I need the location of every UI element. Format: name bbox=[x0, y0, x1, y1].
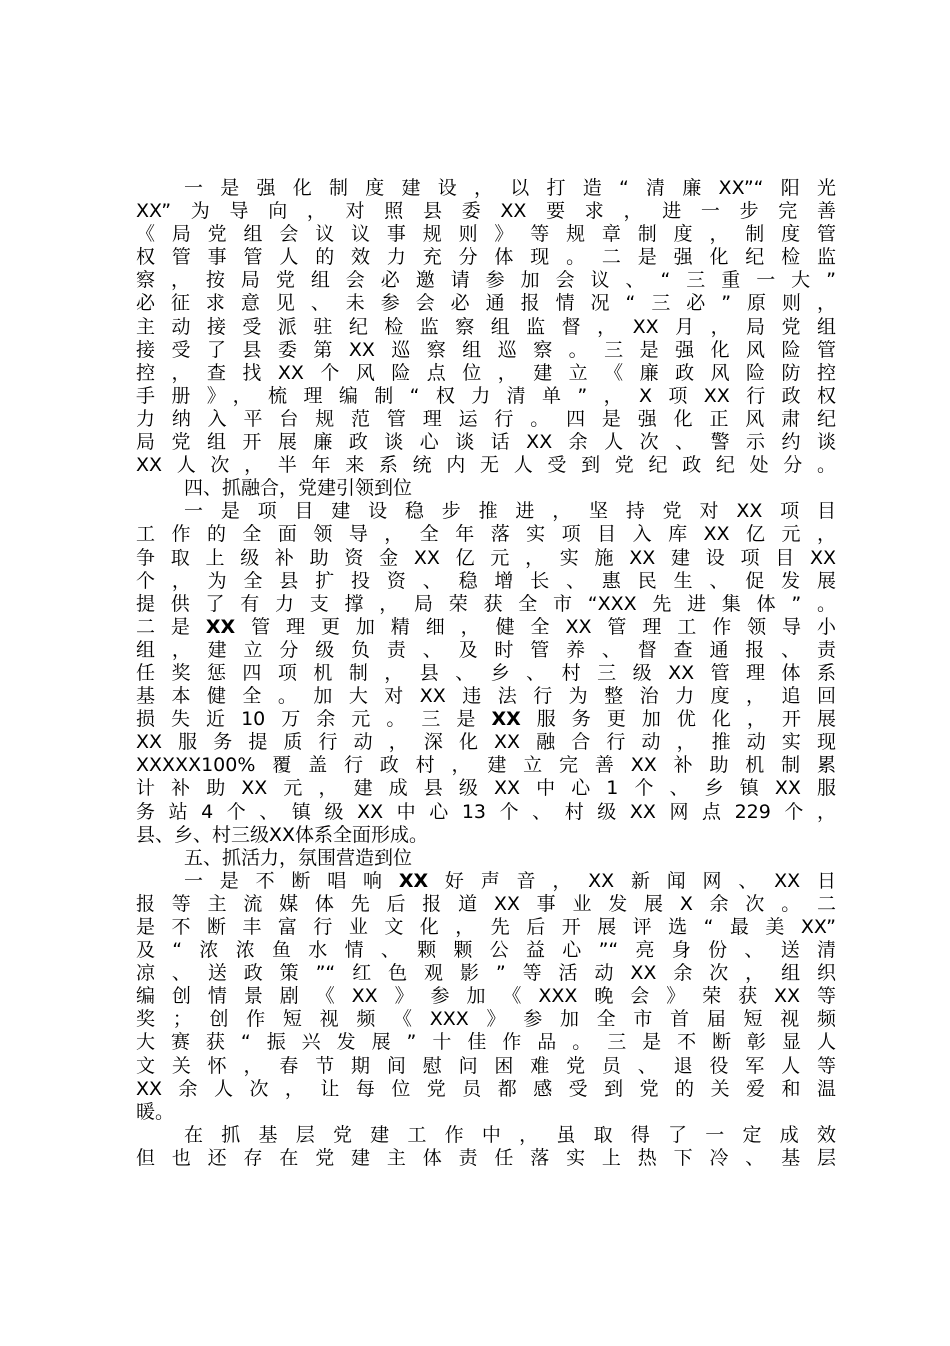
text-line: 提供了有力支撑，局荣获全市“XXX先进集体”。 bbox=[136, 592, 836, 615]
text-line: 局党组开展廉政谈心谈话XX余人次、警示约谈 bbox=[136, 431, 836, 454]
text-line: 争取上级补助资金XX亿元，实施XX建设项目XX bbox=[136, 546, 836, 569]
text-segment: 好声音，XX新闻网、XX日 bbox=[428, 869, 836, 892]
text-line: 权管事管人的效力充分体现。二是强化纪检监 bbox=[136, 246, 836, 269]
text-segment: 一是不断唱响 bbox=[184, 869, 399, 892]
text-line: 奖；创作短视频《XXX》参加全市首届短视频 bbox=[136, 1008, 836, 1031]
text-line: 及“浓浓鱼水情、颗颗公益心”“亮身份、送清 bbox=[136, 939, 836, 962]
document-body bbox=[136, 177, 836, 1170]
section-heading-5: 五、抓活力，氛围营造到位 bbox=[184, 846, 413, 869]
bold-text: XX bbox=[491, 708, 521, 731]
text-line: 凉、送政策”“红色观影”等活动XX余次，组织 bbox=[136, 962, 836, 985]
text-line: 组，建立分级负责、及时管养、督查通报、责 bbox=[136, 638, 836, 661]
text-line: 文关怀，春节期间慰问困难党员、退役军人等 bbox=[136, 1054, 836, 1077]
text-line: 县、乡、村三级XX体系全面形成。 bbox=[136, 823, 429, 846]
text-line: 手册》，梳理编制“权力清单”，X项XX行政权 bbox=[136, 384, 836, 407]
text-segment: 管理更加精细，健全XX管理工作领导小 bbox=[235, 615, 836, 638]
text-line: 报等主流媒体先后报道XX事业发展X余次。二 bbox=[136, 892, 836, 915]
text-line: 暖。 bbox=[136, 1100, 175, 1123]
text-line: 必征求意见、未参会必通报情况“三必”原则， bbox=[136, 292, 836, 315]
text-line: 个，为全县扩投资、稳增长、惠民生、促发展 bbox=[136, 569, 836, 592]
text-line: XX”为导向，对照县委XX要求，进一步完善 bbox=[136, 200, 836, 223]
text-line: 基本健全。加大对XX违法行为整治力度，追回 bbox=[136, 685, 836, 708]
text-line: 任奖惩四项机制，县、乡、村三级XX管理体系 bbox=[136, 661, 836, 684]
text-line: 控，查找XX个风险点位，建立《廉政风险防控 bbox=[136, 361, 836, 384]
text-line: 《局党组会议议事规则》等规章制度，制度管 bbox=[136, 223, 836, 246]
section-heading-4: 四、抓融合，党建引领到位 bbox=[184, 477, 413, 500]
text-line: 编创情景剧《XX》参加《XXX晚会》荣获XX等 bbox=[136, 985, 836, 1008]
text-segment: 损失近10万余元。三是 bbox=[136, 708, 492, 731]
text-segment: 二是 bbox=[136, 615, 206, 638]
text-line: XX余人次，让每位党员都感受到党的关爱和温 bbox=[136, 1077, 836, 1100]
text-segment: 服务更加优化，开展 bbox=[520, 708, 836, 731]
text-line: 一是项目建设稳步推进，坚持党对XX项目 bbox=[184, 500, 836, 523]
text-line bbox=[136, 616, 836, 639]
text-line: 务站4个、镇级XX中心13个、村级XX网点229个， bbox=[136, 800, 836, 823]
text-line: 但也还存在党建主体责任落实上热下冷、基层 bbox=[136, 1146, 836, 1169]
text-line bbox=[136, 870, 836, 893]
text-line: XX服务提质行动，深化XX融合行动，推动实现 bbox=[136, 731, 836, 754]
text-line: 是不断丰富行业文化，先后开展评选“最美XX” bbox=[136, 916, 836, 938]
text-line: 计补助XX元，建成县级XX中心1个、乡镇XX服 bbox=[136, 777, 836, 800]
text-line: 接受了县委第XX巡察组巡察。三是强化风险管 bbox=[136, 338, 836, 361]
text-line bbox=[136, 708, 836, 731]
text-line: 在抓基层党建工作中，虽取得了一定成效 bbox=[184, 1123, 836, 1146]
text-line: 大赛获“振兴发展”十佳作品。三是不断彰显人 bbox=[136, 1031, 836, 1054]
text-line: 一是强化制度建设，以打造“清廉XX”“阳光 bbox=[184, 177, 836, 199]
text-line: 工作的全面领导，全年落实项目入库XX亿元， bbox=[136, 523, 836, 546]
text-line: 主动接受派驻纪检监察组监督，XX月，局党组 bbox=[136, 315, 836, 338]
bold-text: XX bbox=[205, 615, 236, 638]
text-line: XX人次，半年来系统内无人受到党纪政纪处分。 bbox=[136, 454, 836, 477]
text-line: 力纳入平台规范管理运行。四是强化正风肃纪 bbox=[136, 407, 836, 430]
text-line: 察，按局党组会必邀请参加会议、“三重一大” bbox=[136, 269, 836, 292]
text-line: XXXXX100%覆盖行政村，建立完善XX补助机制累 bbox=[136, 754, 836, 777]
bold-text: XX bbox=[398, 869, 429, 892]
